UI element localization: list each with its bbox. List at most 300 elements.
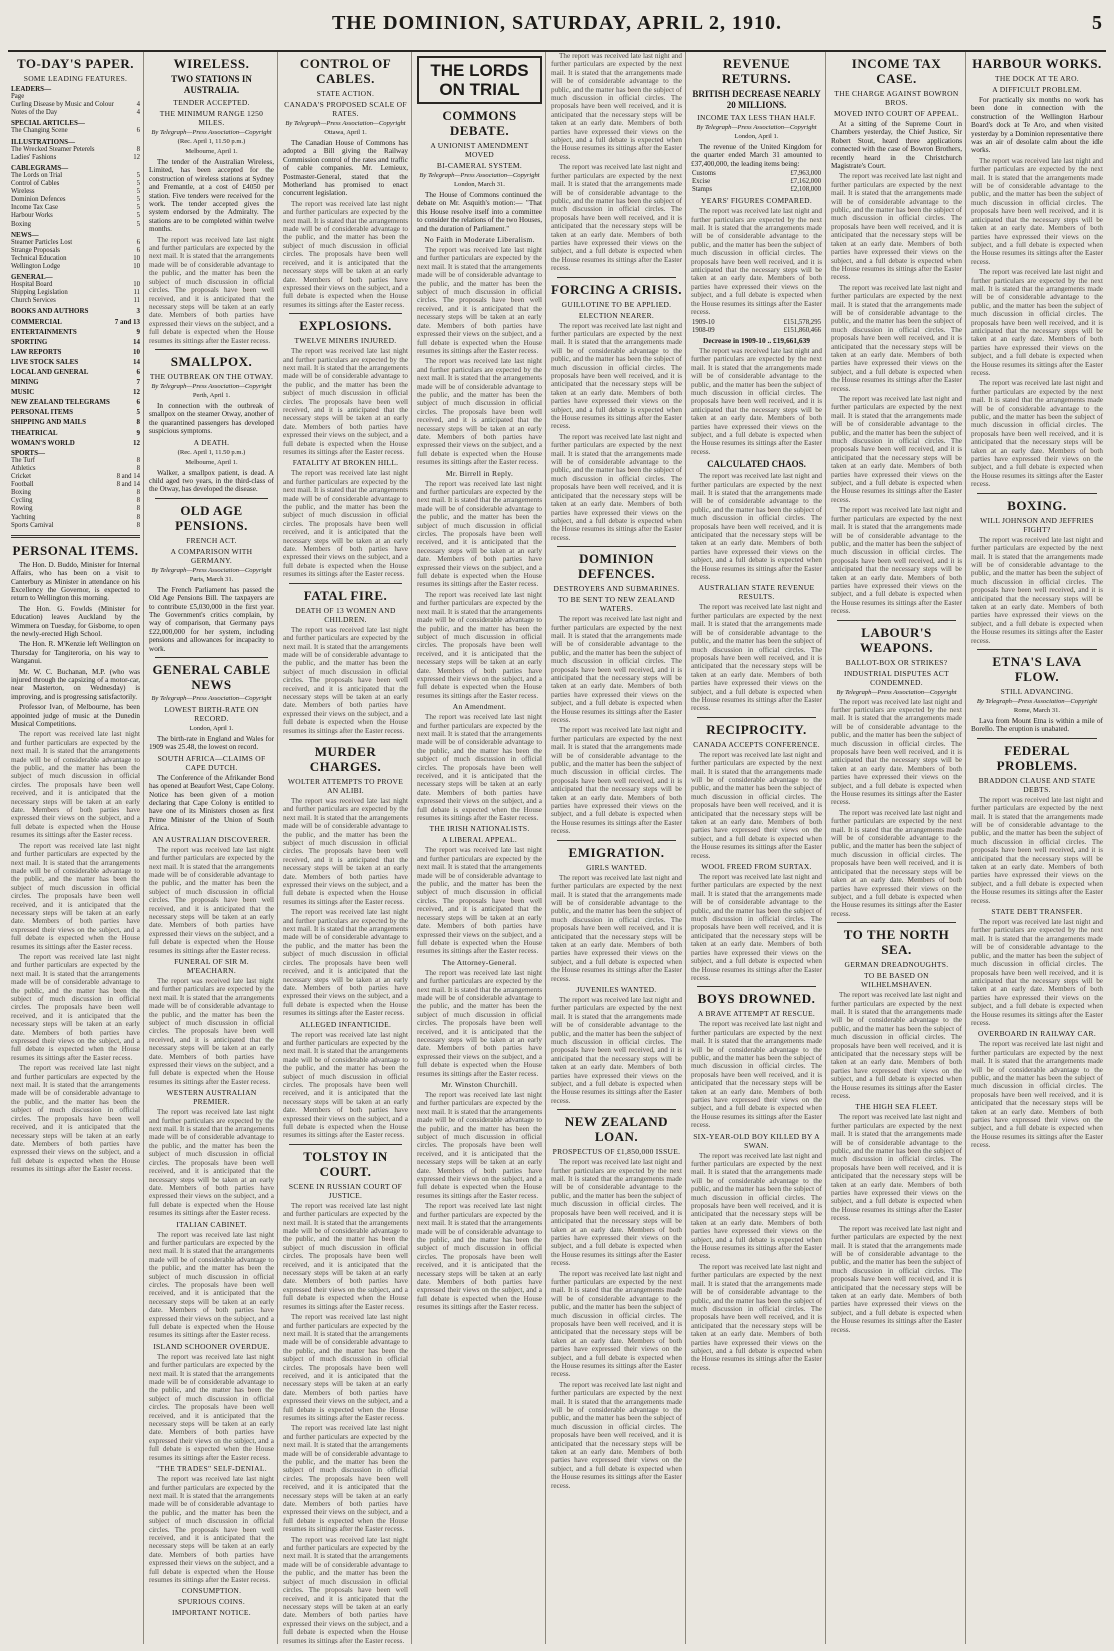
smallpox-body: In connection with the outbreak of smallpox on the steamer Otway, another of the quarantined passengers has developed suspicious symptoms. (149, 401, 274, 436)
income-tax-less-sub: INCOME TAX LESS THAN HALF. (697, 113, 816, 122)
index-entry (11, 196, 140, 204)
figure-value: £7,963,000 (790, 170, 821, 178)
emigration-heading: EMIGRATION. (568, 844, 665, 860)
divider (155, 657, 268, 658)
index-entry-page: 10 (133, 281, 140, 289)
destroyers-sub: DESTROYERS AND SUBMARINES. (553, 584, 680, 594)
figure-row (691, 170, 822, 178)
figure-label: Excise (692, 178, 711, 186)
income-tax-body: At a sitting of the Supreme Court in Chambers yesterday, the Chief Justice, Sir Robert Stout, heard three applications connected with the case of Bowron Brothers, recently heard in the Christchurch Magistrate's Court. (831, 120, 962, 171)
fatal-fire-sub: DEATH OF 13 WOMEN AND CHILDREN. (295, 605, 396, 624)
wool-sub: WOOL FREED FROM SURTAX. (701, 862, 812, 872)
press-byline: By Telegraph—Press Association—Copyright (976, 697, 1098, 705)
body-text: The report was received late last night and further particulars are expected by the next mail. It is stated that the arrangements made will be of considerable advantage to the public, and the matter has been the subject of much discussion in official circles. The proposals have been well received, and it is anticipated that the necessary steps will be taken at an early date. Members of both parties have expressed their views on the subject, and a full debate is expected when the House resumes its sittings after the Easter recess. (691, 472, 822, 582)
personal-item: Professor Ivan, of Melbourne, has been appointed judge of music at the Dunedin Musical Competitions. (11, 703, 140, 728)
body-text: The report was received late last night and further particulars are expected by the next mail. It is stated that the arrangements made will be of considerable advantage to the public, and the matter has been the subject of much discussion in official circles. The proposals have been well received, and it is anticipated that the necessary steps will be taken at an early date. Members of both parties have expressed their views on the subject, and a full debate is expected when the House resumes its sittings after the Easter recess. (831, 506, 962, 616)
place-dateline: Paris, March 31. (189, 575, 234, 583)
index-entry-label: SPECIAL ARTICLES— (11, 119, 85, 128)
body-text: The report was received late last night and further particulars are expected by the next mail. It is stated that the arrangements made will be of considerable advantage to the public, and the matter has been the subject of much discussion in official circles. The proposals have been well received, and it is anticipated that the necessary steps will be taken at an early date. Members of both parties have expressed their views on the subject, and a full debate is expected when the House resumes its sittings after the Easter recess. (283, 908, 408, 1018)
body-text: The report was received late last night and further particulars are expected by the next mail. It is stated that the arrangements made will be of considerable advantage to the public, and the matter has been the subject of much discussion in official circles. The proposals have been well received, and it is anticipated that the necessary steps will be taken at an early date. Members of both parties have expressed their views on the subject, and a full debate is expected when the House resumes its sittings after the Easter recess. (283, 1313, 408, 1422)
forcing-crisis-heading: FORCING A CRISIS. (551, 281, 682, 297)
lords-on-trial-heading: THE LORDS ON TRIAL (417, 56, 542, 104)
harbour-heading: HARBOUR WORKS. (972, 56, 1102, 71)
etna-body: Lava from Mount Etna is within a mile of Borello. The eruption is unabated. (971, 716, 1103, 734)
column-revenue (688, 52, 826, 1644)
index-entry-label: Boxing (11, 220, 32, 228)
body-text: The report was received late last night and further particulars are expected by the next mail. It is stated that the arrangements made will be of considerable advantage to the public, and the matter has been the subject of much discussion in official circles. The proposals have been well received, and it is anticipated that the necessary steps will be taken at an early date. Members of both parties have expressed their views on the subject, and a full debate is expected when the House resumes its sittings after the Easter recess. (551, 1158, 682, 1268)
index-entry (11, 297, 140, 305)
body-text: The report was received late last night and further particulars are expected by the next mail. It is stated that the arrangements made will be of considerable advantage to the public, and the matter has been the subject of much discussion in official circles. The proposals have been well received, and it is anticipated that the necessary steps will be taken at an early date. Members of both parties have expressed their views on the subject, and a full debate is expected when the House resumes its sittings after the Easter recess. (831, 697, 962, 807)
body-text: The report was received late last night and further particulars are expected by the next mail. It is stated that the arrangements made will be of considerable advantage to the public, and the matter has been the subject of much discussion in official circles. The proposals have been well received, and it is anticipated that the necessary steps will be taken at an early date. Members of both parties have expressed their views on the subject, and a full debate is expected when the House resumes its sittings after the Easter recess. (149, 1475, 274, 1584)
infanticide-sub: ALLEGED INFANTICIDE. (299, 1019, 392, 1029)
revenue-sub: BRITISH DECREASE NEARLY 20 MILLIONS. (692, 89, 821, 110)
divider (289, 739, 402, 740)
unionist-amendment-sub: A UNIONIST AMENDMENT MOVED (430, 141, 529, 159)
index-entry-page: 6 (136, 238, 140, 246)
press-byline: By Telegraph—Press Association—Copyright (419, 172, 540, 179)
todays-paper-heading: TO-DAY'S PAPER. (16, 56, 135, 71)
index-entry (11, 93, 140, 101)
body-text: The report was received late last night and further particulars are expected by the next mail. It is stated that the arrangements made will be of considerable advantage to the public, and the matter has been the subject of much discussion in official circles. The proposals have been well received, and it is anticipated that the necessary steps will be taken at an early date. Members of both parties have expressed their views on the subject, and a full debate is expected when the House resumes its sittings after the Easter recess. (551, 995, 682, 1105)
place-dateline: Rome, March 31. (1013, 706, 1061, 714)
index-entry-page: 7 (136, 378, 140, 387)
index-entry-label: BOOKS AND AUTHORS (11, 307, 89, 316)
body-text: The report was received late last night and further particulars are expected by the next mail. It is stated that the arrangements made will be of considerable advantage to the public, and the matter has been the subject of much discussion in official circles. The proposals have been well received, and it is anticipated that the necessary steps will be taken at an early date. Members of both parties have expressed their views on the subject, and a full debate is expected when the House resumes its sittings after the Easter recess. (971, 1040, 1103, 1150)
figure-value: £2,108,000 (790, 186, 821, 194)
index-entry (11, 449, 140, 457)
page-number: 5 (1092, 12, 1102, 34)
index-entry-page: 5 (136, 180, 140, 188)
cable-news-sub-8: "THE TRADES" SELF-DENIAL. (156, 1464, 267, 1474)
index-entry-page (128, 138, 140, 146)
tolstoy-heading: TOLSTOY IN COURT. (303, 1148, 388, 1179)
index-entry-label: LIVE STOCK SALES (11, 357, 79, 366)
cable-news-sub-11: IMPORTANT NOTICE. (172, 1608, 251, 1618)
divider (557, 546, 676, 547)
index-entry (11, 522, 140, 530)
index-entry (11, 180, 140, 188)
index-entry-page: 5 (136, 220, 140, 228)
index-entry-label: LOCAL AND GENERAL (11, 368, 89, 376)
index-entry (11, 481, 140, 489)
index-entry-page: 11 (133, 289, 140, 297)
divider (837, 620, 956, 621)
cable-news-sub-5: WESTERN AUSTRALIAN PREMIER. (166, 1088, 257, 1107)
cable-news-sub-7: ISLAND SCHOONER OVERDUE. (153, 1341, 270, 1351)
index-entry-label: LEADERS— (11, 85, 52, 93)
dreadnoughts-sub: GERMAN DREADNOUGHTS. (844, 960, 949, 970)
index-entry-label: The Wrecked Steamer Peterels (11, 145, 95, 153)
old-age-sub-2: A COMPARISON WITH GERMANY. (170, 546, 253, 565)
murder-heading: MURDER CHARGES. (309, 743, 382, 774)
body-text: The report was received late last night and further particulars are expected by the next mail. It is stated that the arrangements made will be of considerable advantage to the public, and the matter has been the subject of much discussion in official circles. The proposals have been well received, and it is anticipated that the necessary steps will be taken at an early date. Members of both parties have expressed their views on the subject, and a full debate is expected when the House resumes its sittings after the Easter recess. (551, 873, 682, 983)
body-text: The report was received late last night and further particulars are expected by the next mail. It is stated that the arrangements made will be of considerable advantage to the public, and the matter has been the subject of much discussion in official circles. The proposals have been well received, and it is anticipated that the necessary steps will be taken at an early date. Members of both parties have expressed their views on the subject, and a full debate is expected when the House resumes its sittings after the Easter recess. (691, 603, 822, 713)
index-entry-page: 12 (133, 438, 140, 447)
etna-heading: ETNA'S LAVA FLOW. (992, 653, 1082, 684)
body-text: The report was received late last night and further particulars are expected by the next mail. It is stated that the arrangements made will be of considerable advantage to the public, and the matter has been the subject of much discussion in official circles. The proposals have been well received, and it is anticipated that the necessary steps will be taken at an early date. Members of both parties have expressed their views on the subject, and a full debate is expected when the House resumes its sittings after the Easter recess. (283, 625, 408, 735)
cable-news-sub-10: SPURIOUS COINS. (177, 1597, 246, 1607)
personal-items-heading: PERSONAL ITEMS. (12, 542, 139, 558)
index-entry (11, 263, 140, 271)
index-entry-page (128, 231, 140, 239)
index-entry-label: ENTERTAINMENTS (11, 327, 77, 336)
index-entry-label: ILLUSTRATIONS— (11, 137, 76, 146)
index-entry-page: 6 (136, 368, 140, 376)
place-dateline: London, April 1. (189, 725, 234, 733)
wireless-heading: WIRELESS. (173, 56, 250, 71)
body-text: The report was received late last night and further particulars are expected by the next mail. It is stated that the arrangements made will be of considerable advantage to the public, and the matter has been the subject of much discussion in official circles. The proposals have been well received, and it is anticipated that the necessary steps will be taken at an early date. Members of both parties have expressed their views on the subject, and a full debate is expected when the House resumes its sittings after the Easter recess. (971, 156, 1103, 266)
index-entry-label: Wireless (11, 188, 35, 196)
index-entry (11, 408, 140, 416)
index-entry (11, 204, 140, 212)
cable-news-sub-6: ITALIAN CABINET. (176, 1219, 247, 1229)
index-entry-page (128, 119, 140, 127)
juveniles-sub: JUVENILES WANTED. (576, 984, 657, 994)
index-entry-page: 9 (136, 327, 140, 336)
index-entry-page: 8 and 14 (116, 473, 140, 481)
index-entry (11, 255, 140, 263)
body-text: The report was received late last night and further particulars are expected by the next mail. It is stated that the arrangements made will be of considerable advantage to the public, and the matter has been the subject of much discussion in official circles. The proposals have been well received, and it is anticipated that the necessary steps will be taken at an early date. Members of both parties have expressed their views on the subject, and a full debate is expected when the House resumes its sittings after the Easter recess. (551, 52, 682, 161)
birrell-reply-sub: Mr. Birrell in Reply. (445, 468, 514, 478)
cable-news-sub: LOWEST BIRTH-RATE ON RECORD. (164, 705, 259, 724)
smallpox-heading: SMALLPOX. (170, 353, 253, 369)
body-text: The report was received late last night and further particulars are expected by the next mail. It is stated that the arrangements made will be of considerable advantage to the public, and the matter has been the subject of much discussion in official circles. The proposals have been well received, and it is anticipated that the necessary steps will be taken at an early date. Members of both parties have expressed their views on the subject, and a full debate is expected when the House resumes its sittings after the Easter recess. (831, 1113, 962, 1223)
election-sub: ELECTION NEARER. (578, 310, 655, 320)
boys-drowned-heading: BOYS DROWNED. (697, 991, 816, 1007)
lords-body: The House of Commons continued the debate on Mr. Asquith's motion:— "That this House resolve itself into a committee to consider the relations of the two Houses, and the duration of Parliament." (417, 191, 542, 233)
index-entry-page: 8 (136, 418, 140, 427)
place-dateline: Perth, April 1. (192, 391, 231, 399)
index-entry-page: 8 (136, 145, 140, 153)
index-entry (11, 273, 140, 281)
amendment-sub: An Amendment. (452, 702, 507, 712)
body-text: The report was received late last night and further particulars are expected by the next mail. It is stated that the arrangements made will be of considerable advantage to the public, and the matter has been the subject of much discussion in official circles. The proposals have been well received, and it is anticipated that the necessary steps will be taken at an early date. Members of both parties have expressed their views on the subject, and a full debate is expected when the House resumes its sittings after the Easter recess. (283, 469, 408, 579)
wireless-subheading: TWO STATIONS IN AUSTRALIA. (171, 74, 252, 95)
index-entry-page: 5 (136, 188, 140, 196)
figure-row (691, 178, 822, 186)
body-text: The report was received late last night and further particulars are expected by the next mail. It is stated that the arrangements made will be of considerable advantage to the public, and the matter has been the subject of much discussion in official circles. The proposals have been well received, and it is anticipated that the necessary steps will be taken at an early date. Members of both parties have expressed their views on the subject, and a full debate is expected when the House resumes its sittings after the Easter recess. (417, 246, 542, 355)
liberal-appeal-sub: A LIBERAL APPEAL. (441, 835, 518, 845)
place-dateline: London, April 1. (734, 133, 779, 140)
cables-sub: STATE ACTION. (316, 89, 375, 98)
body-text: The report was received late last night and further particulars are expected by the next mail. It is stated that the arrangements made will be of considerable advantage to the public, and the matter has been the subject of much discussion in official circles. The proposals have been well received, and it is anticipated that the necessary steps will be taken at an early date. Members of both parties have expressed their views on the subject, and a full debate is expected when the House resumes its sittings after the Easter recess. (551, 1269, 682, 1379)
index-entry-page: 5 (136, 204, 140, 212)
body-text: The report was received late last night and further particulars are expected by the next mail. It is stated that the arrangements made will be of considerable advantage to the public, and the matter has been the subject of much discussion in official circles. The proposals have been well received, and it is anticipated that the necessary steps will be taken at an early date. Members of both parties have expressed their views on the subject, and a full debate is expected when the House resumes its sittings after the Easter recess. (11, 841, 140, 951)
index-entry (11, 497, 140, 505)
index-entry-label: Harbour Works (11, 212, 53, 220)
railway-sub: OVERBOARD IN RAILWAY CAR. (977, 1029, 1097, 1039)
body-text: The report was received late last night and further particulars are expected by the next mail. It is stated that the arrangements made will be of considerable advantage to the public, and the matter has been the subject of much discussion in official circles. The proposals have been well received, and it is anticipated that the necessary steps will be taken at an early date. Members of both parties have expressed their views on the subject, and a full debate is expected when the House resumes its sittings after the Easter recess. (551, 321, 682, 431)
broken-hill-sub: FATALITY AT BROKEN HILL. (292, 458, 399, 468)
index-entry-label: Curling Disease by Music and Colour (11, 101, 114, 109)
index-entry (11, 429, 140, 437)
smallpox-death: A DEATH. (193, 437, 230, 447)
body-text: The report was received late last night and further particulars are expected by the next mail. It is stated that the arrangements made will be of considerable advantage to the public, and the matter has been the subject of much discussion in official circles. The proposals have been well received, and it is anticipated that the necessary steps will be taken at an early date. Members of both parties have expressed their views on the subject, and a full debate is expected when the House resumes its sittings after the Easter recess. (149, 1352, 274, 1462)
body-text: The report was received late last night and further particulars are expected by the next mail. It is stated that the arrangements made will be of considerable advantage to the public, and the matter has been the subject of much discussion in official circles. The proposals have been well received, and it is anticipated that the necessary steps will be taken at an early date. Members of both parties have expressed their views on the subject, and a full debate is expected when the House resumes its sittings after the Easter recess. (149, 1108, 274, 1218)
bicameral-sub: BI-CAMERAL SYSTEM. (436, 161, 523, 170)
index-entry-page: 6 (136, 127, 140, 135)
high-sea-fleet-sub: THE HIGH SEA FLEET. (855, 1102, 938, 1112)
divider (557, 1109, 676, 1110)
body-text: The report was received late last night and further particulars are expected by the next mail. It is stated that the arrangements made will be of considerable advantage to the public, and the matter has been the subject of much discussion in official circles. The proposals have been well received, and it is anticipated that the necessary steps will be taken at an early date. Members of both parties have expressed their views on the subject, and a full debate is expected when the House resumes its sittings after the Easter recess. (283, 1201, 408, 1311)
index-entry (11, 473, 140, 481)
newspaper-title: THE DOMINION, SATURDAY, APRIL 2, 1910. (331, 12, 783, 34)
index-entry (11, 247, 140, 255)
body-text: The report was received late last night and further particulars are expected by the next mail. It is stated that the arrangements made will be of considerable advantage to the public, and the matter has been the subject of much discussion in official circles. The proposals have been well received, and it is anticipated that the necessary steps will be taken at an early date. Members of both parties have expressed their views on the subject, and a full debate is expected when the House resumes its sittings after the Easter recess. (283, 1535, 408, 1644)
index-entry-page (128, 85, 140, 93)
index-entry (11, 318, 140, 326)
state-debt-sub: STATE DEBT TRANSFER. (991, 907, 1083, 917)
bowron-sub: THE CHARGE AGAINST BOWRON BROS. (834, 89, 959, 107)
index-entry (11, 239, 140, 247)
body-text: The report was received late last night and further particulars are expected by the next mail. It is stated that the arrangements made will be of considerable advantage to the public, and the matter has been the subject of much discussion in official circles. The proposals have been well received, and it is anticipated that the necessary steps will be taken at an early date. Members of both parties have expressed their views on the subject, and a full debate is expected when the House resumes its sittings after the Easter recess. (551, 1380, 682, 1490)
index-entry-page: 8 (136, 505, 140, 513)
body-text: The report was received late last night and further particulars are expected by the next mail. It is stated that the arrangements made will be of considerable advantage to the public, and the matter has been the subject of much discussion in official circles. The proposals have been well received, and it is anticipated that the necessary steps will be taken at an early date. Members of both parties have expressed their views on the subject, and a full debate is expected when the House resumes its sittings after the Easter recess. (417, 479, 542, 589)
federal-heading: FEDERAL PROBLEMS. (996, 742, 1078, 773)
divider (977, 738, 1097, 739)
dateline: (Rec. April 1, 11.50 p.m.) (177, 448, 246, 456)
divider (837, 922, 956, 923)
index-entry (11, 398, 140, 406)
column-crisis (548, 52, 686, 1644)
index-entry (11, 348, 140, 356)
body-text: The report was received late last night and further particulars are expected by the next mail. It is stated that the arrangements made will be of considerable advantage to the public, and the matter has been the subject of much discussion in official circles. The proposals have been well received, and it is anticipated that the necessary steps will be taken at an early date. Members of both parties have expressed their views on the subject, and a full debate is expected when the House resumes its sittings after the Easter recess. (149, 845, 274, 955)
contents-index (11, 85, 140, 530)
personal-items-list (11, 561, 140, 729)
body-text: The report was received late last night and further particulars are expected by the next mail. It is stated that the arrangements made will be of considerable advantage to the public, and the matter has been the subject of much discussion in official circles. The proposals have been well received, and it is anticipated that the necessary steps will be taken at an early date. Members of both parties have expressed their views on the subject, and a full debate is expected when the House resumes its sittings after the Easter recess. (971, 918, 1103, 1027)
index-entry-label: Cricket (11, 473, 32, 481)
body-text: The report was received late last night and further particulars are expected by the next mail. It is stated that the arrangements made will be of considerable advantage to the public, and the matter has been the subject of much discussion in official circles. The proposals have been well received, and it is anticipated that the necessary steps will be taken at an early date. Members of both parties have expressed their views on the subject, and a full debate is expected when the House resumes its sittings after the Easter recess. (971, 535, 1103, 645)
body-text: The report was received late last night and further particulars are expected by the next mail. It is stated that the arrangements made will be of considerable advantage to the public, and the matter has been the subject of much discussion in official circles. The proposals have been well received, and it is anticipated that the necessary steps will be taken at an early date. Members of both parties have expressed their views on the subject, and a full debate is expected when the House resumes its sittings after the Easter recess. (551, 615, 682, 724)
personal-item: The Hon. G. Fowlds (Minister for Education) leaves Auckland by the Wimmera on Tuesday, for Gisborne, to open the newly-erected High School. (11, 604, 140, 638)
body-text: The report was received late last night and further particulars are expected by the next mail. It is stated that the arrangements made will be of considerable advantage to the public, and the matter has been the subject of much discussion in official circles. The proposals have been well received, and it is anticipated that the necessary steps will be taken at an early date. Members of both parties have expressed their views on the subject, and a full debate is expected when the House resumes its sittings after the Easter recess. (691, 207, 822, 317)
decrease-line: Decrease in 1909-10 .. £19,661,639 (702, 335, 810, 345)
personal-item: The Hon. R. M'Kenzie left Wellington on Thursday for Tangiteroria, on his way to Wanganui. (11, 640, 140, 666)
index-entry-page (128, 164, 140, 172)
old-age-heading: OLD AGE PENSIONS. (175, 502, 248, 533)
body-text: The report was received late last night and further particulars are expected by the next mail. It is stated that the arrangements made will be of considerable advantage to the public, and the matter has been the subject of much discussion in official circles. The proposals have been well received, and it is anticipated that the necessary steps will be taken at an early date. Members of both parties have expressed their views on the subject, and a full debate is expected when the House resumes its sittings after the Easter recess. (11, 730, 140, 840)
rescue-sub: A BRAVE ATTEMPT AT RESCUE. (697, 1009, 816, 1019)
index-entry-page: 9 (136, 428, 140, 437)
index-entry-label: Dominion Defences (11, 196, 66, 204)
index-entry-page: 8 (136, 456, 140, 464)
boxing-heading: BOXING. (1007, 497, 1067, 513)
moderate-liberalism-sub: No Faith in Moderate Liberalism. (424, 235, 535, 245)
press-byline: By Telegraph—Press Association—Copyright (151, 129, 272, 136)
body-text: The report was received late last night and further particulars are expected by the next mail. It is stated that the arrangements made will be of considerable advantage to the public, and the matter has been the subject of much discussion in official circles. The proposals have been well received, and it is anticipated that the necessary steps will be taken at an early date. Members of both parties have expressed their views on the subject, and a full debate is expected when the House resumes its sittings after the Easter recess. (149, 976, 274, 1086)
body-text: The report was received late last night and further particulars are expected by the next mail. It is stated that the arrangements made will be of considerable advantage to the public, and the matter has been the subject of much discussion in official circles. The proposals have been well received, and it is anticipated that the necessary steps will be taken at an early date. Members of both parties have expressed their views on the subject, and a full debate is expected when the House resumes its sittings after the Easter recess. (971, 379, 1103, 489)
body-text: The report was received late last night and further particulars are expected by the next mail. It is stated that the arrangements made will be of considerable advantage to the public, and the matter has been the subject of much discussion in official circles. The proposals have been well received, and it is anticipated that the necessary steps will be taken at an early date. Members of both parties have expressed their views on the subject, and a full debate is expected when the House resumes its sittings after the Easter recess. (691, 873, 822, 982)
fatal-fire-heading: FATAL FIRE. (303, 587, 388, 603)
index-entry-label: Notes of the Day (11, 109, 58, 117)
cable-news-body-2: The Conference of the Afrikander Bond has opened at Beaufort West, Cape Colony. Notice has been given of a motion declaring that Cape Colony is entitled to have one of its Ministers chosen as first Prime Minister of the Union of South Africa. (149, 773, 274, 833)
index-entry-label: WOMAN'S WORLD (11, 438, 75, 447)
body-text: The report was received late last night and further particulars are expected by the next mail. It is stated that the arrangements made will be of considerable advantage to the public, and the matter has been the subject of much discussion in official circles. The proposals have been well received, and it is anticipated that the necessary steps will be taken at an early date. Members of both parties have expressed their views on the subject, and a full debate is expected when the House resumes its sittings after the Easter recess. (283, 1030, 408, 1140)
place-dateline: Melbourne, April 1. (185, 148, 238, 155)
index-entry (11, 307, 140, 315)
index-entry-page (128, 273, 140, 281)
body-text: The report was received late last night and further particulars are expected by the next mail. It is stated that the arrangements made will be of considerable advantage to the public, and the matter has been the subject of much discussion in official circles. The proposals have been well received, and it is anticipated that the necessary steps will be taken at an early date. Members of both parties have expressed their views on the subject, and a full debate is expected when the House resumes its sittings after the Easter recess. (831, 395, 962, 504)
index-entry-label: COMMERCIAL (11, 317, 62, 326)
index-entry (11, 505, 140, 513)
johnson-jeffries-sub: WILL JOHNSON AND JEFFRIES FIGHT? (980, 515, 1094, 534)
masthead (8, 6, 1106, 52)
wireless-body: The tender of the Australian Wireless, Limited, has been accepted for the construction of wireless stations at Sydney and Fremantle, at a cost of £4050 per station. Five tenders were received for the work. The tender accepted gives the system endorsed by the Admiralty. The stations are to be completed within twelve months. (149, 158, 274, 234)
index-entry (11, 146, 140, 154)
index-entry-label: Athletics (11, 464, 36, 472)
body-text: The report was received late last night and further particulars are expected by the next mail. It is stated that the arrangements made will be of considerable advantage to the public, and the matter has been the subject of much discussion in official circles. The proposals have been well received, and it is anticipated that the necessary steps will be taken at an early date. Members of both parties have expressed their views on the subject, and a full debate is expected when the House resumes its sittings after the Easter recess. (691, 1020, 822, 1130)
figure-label: 1909-10 (692, 318, 715, 326)
index-entry-page: 10 (133, 254, 140, 262)
index-entry-page (128, 449, 140, 457)
churchill-sub: Mr. Winston Churchill. (441, 1080, 518, 1089)
index-entry-page: 7 and 13 (114, 317, 140, 326)
index-entry (11, 418, 140, 426)
index-entry (11, 85, 140, 93)
index-entry-label: Strange Proposals (11, 246, 60, 254)
index-entry-page: 8 (136, 464, 140, 472)
cable-news-sub-9: CONSUMPTION. (181, 1586, 242, 1596)
cable-news-sub-3: AN AUSTRALIAN DISCOVERER. (152, 834, 271, 844)
index-entry (11, 188, 140, 196)
years-compared-sub: YEARS' FIGURES COMPARED. (700, 196, 812, 206)
harbour-body: For practically six months no work has been done in connection with the construction of the Wellington Harbour Board's dock at Te Aro, and when visited yesterday by a Dominion representative there was an air of desolate calm about the idle works. (971, 96, 1103, 155)
press-byline: By Telegraph—Press Association—Copyright (836, 688, 957, 696)
index-entry-page: 5 (136, 171, 140, 179)
index-entry-label: PERSONAL ITEMS (11, 408, 74, 417)
explosions-heading: EXPLOSIONS. (299, 318, 392, 334)
state-revenue-sub: AUSTRALIAN STATE REVENUE RESULTS. (698, 583, 815, 602)
reciprocity-heading: RECIPROCITY. (706, 721, 807, 737)
index-entry-label: Page (11, 93, 25, 101)
index-entry-label: Control of Cables (11, 180, 60, 188)
body-text: The report was received late last night and further particulars are expected by the next mail. It is stated that the arrangements made will be of considerable advantage to the public, and the matter has been the subject of much discussion in official circles. The proposals have been well received, and it is anticipated that the necessary steps will be taken at an early date. Members of both parties have expressed their views on the subject, and a full debate is expected when the House resumes its sittings after the Easter recess. (417, 968, 542, 1078)
index-entry-page: 10 (133, 347, 140, 356)
irish-nationalists-sub: THE IRISH NATIONALISTS. (429, 824, 530, 834)
index-entry (11, 109, 140, 117)
divider (977, 493, 1097, 494)
cables-heading: CONTROL OF CABLES. (299, 56, 392, 86)
body-text: The report was received late last night and further particulars are expected by the next mail. It is stated that the arrangements made will be of considerable advantage to the public, and the matter has been the subject of much discussion in official circles. The proposals have been well received, and it is anticipated that the necessary steps will be taken at an early date. Members of both parties have expressed their views on the subject, and a full debate is expected when the House resumes its sittings after the Easter recess. (831, 1224, 962, 1334)
index-entry-page: 4 (136, 109, 140, 117)
labour-heading: LABOUR'S WEAPONS. (860, 624, 933, 655)
guillotine-sub: GUILLOTINE TO BE APPLIED. (561, 299, 672, 309)
index-entry (11, 289, 140, 297)
figure-label: 1908-09 (692, 326, 715, 334)
body-text: The report was received late last night and further particulars are expected by the next mail. It is stated that the arrangements made will be of considerable advantage to the public, and the matter has been the subject of much discussion in official circles. The proposals have been well received, and it is anticipated that the necessary steps will be taken at an early date. Members of both parties have expressed their views on the subject, and a full debate is expected when the House resumes its sittings after the Easter recess. (831, 283, 962, 393)
body-text: The report was received late last night and further particulars are expected by the next mail. It is stated that the arrangements made will be of considerable advantage to the public, and the matter has been the subject of much discussion in official circles. The proposals have been well received, and it is anticipated that the necessary steps will be taken at an early date. Members of both parties have expressed their views on the subject, and a full debate is expected when the House resumes its sittings after the Easter recess. (283, 199, 408, 309)
divider (155, 498, 268, 499)
personal-item: The Hon. D. Buddo, Minister for Internal Affairs, who has been on a visit to Canterbury as Minister in attendance on his Excellency the Governor, is expected to return to Wellington this morning. (11, 560, 140, 603)
commons-debate-heading: COMMONS DEBATE. (442, 108, 517, 138)
index-entry-label: NEW ZEALAND TELEGRAMS (11, 398, 110, 407)
figure-value: £151,860,466 (783, 326, 821, 334)
divider (155, 349, 268, 350)
figure-label: Customs (692, 170, 716, 178)
cables-body: The Canadian House of Commons has adopted a Bill giving the Railway Commission control of the rates and traffic of cable companies. Mr. Lemieux, Postmaster-General, stated that the Motherland has promised to enact concurrent legislation. (283, 139, 408, 198)
index-entry-label: MINING (11, 378, 39, 387)
index-entry-label: Football (11, 481, 34, 489)
body-text: The report was received late last night and further particulars are expected by the next mail. It is stated that the arrangements made will be of considerable advantage to the public, and the matter has been the subject of much discussion in official circles. The proposals have been well received, and it is anticipated that the necessary steps will be taken at an early date. Members of both parties have expressed their views on the subject, and a full debate is expected when the House resumes its sittings after the Easter recess. (831, 808, 962, 918)
index-entry (11, 101, 140, 109)
index-entry (11, 164, 140, 172)
prospectus-sub: PROSPECTUS OF £1,850,000 ISSUE. (552, 1147, 681, 1157)
index-entry-label: The Lords on Trial (11, 171, 63, 179)
index-entry (11, 465, 140, 473)
tolstoy-sub: SCENE IN RUSSIAN COURT OF JUSTICE. (288, 1181, 403, 1200)
index-entry-page: 14 (133, 337, 140, 346)
index-entry (11, 338, 140, 346)
index-entry-page (128, 93, 140, 101)
index-entry (11, 358, 140, 366)
figure-label: Stamps (692, 186, 713, 194)
body-text: The report was received late last night and further particulars are expected by the next mail. It is stated that the arrangements made will be of considerable advantage to the public, and the matter has been the subject of much discussion in official circles. The proposals have been well received, and it is anticipated that the necessary steps will be taken at an early date. Members of both parties have expressed their views on the subject, and a full debate is expected when the House resumes its sittings after the Easter recess. (283, 347, 408, 456)
index-entry (11, 212, 140, 220)
income-tax-heading: INCOME TAX CASE. (851, 56, 942, 86)
divider (697, 986, 816, 987)
body-text: The report was received late last night and further particulars are expected by the next mail. It is stated that the arrangements made will be of considerable advantage to the public, and the matter has been the subject of much discussion in official circles. The proposals have been well received, and it is anticipated that the necessary steps will be taken at an early date. Members of both parties have expressed their views on the subject, and a full debate is expected when the House resumes its sittings after the Easter recess. (283, 796, 408, 906)
index-entry-label: THEATRICAL (11, 428, 58, 437)
cable-news-heading: GENERAL CABLE NEWS (152, 662, 271, 693)
dateline: (Rec. April 1, 11.50 p.m.) (177, 138, 246, 145)
body-text: The report was received late last night and further particulars are expected by the next mail. It is stated that the arrangements made will be of considerable advantage to the public, and the matter has been the subject of much discussion in official circles. The proposals have been well received, and it is anticipated that the necessary steps will be taken at an early date. Members of both parties have expressed their views on the subject, and a full debate is expected when the House resumes its sittings after the Easter recess. (417, 846, 542, 956)
index-entry-page: 8 (136, 513, 140, 521)
revenue-body: The revenue of the United Kingdom for the quarter ended March 31 amounted to £37,400,000, the leading items being: (691, 143, 822, 168)
cable-news-sub-4: FUNERAL OF SIR M. M'EACHARN. (174, 956, 249, 975)
index-entry-page: 5 (136, 212, 140, 220)
column-harbour (968, 52, 1106, 1644)
wireless-range: THE MINIMUM RANGE 1250 MILES. (159, 109, 264, 127)
index-entry-label: Ladies' Fashions (11, 153, 57, 161)
index-entry-page: 5 (136, 408, 140, 417)
murder-sub: WOLTER ATTEMPTS TO PROVE AN ALIBI. (287, 776, 404, 795)
index-entry (11, 378, 140, 386)
cable-news-body: The birth-rate in England and Wales for 1909 was 25.48, the lowest on record. (149, 735, 274, 752)
figure-value: £7,162,000 (790, 178, 821, 186)
index-entry (11, 457, 140, 465)
index-entry-page: 12 (133, 153, 140, 161)
years-table (691, 319, 822, 335)
column-todays-paper (8, 52, 144, 1644)
index-entry-label: SHIPPING AND MAILS (11, 418, 87, 427)
index-entry-label: GENERAL— (11, 273, 53, 282)
index-entry-label: SPORTING (11, 337, 48, 346)
index-entry (11, 127, 140, 135)
index-entry-page: 8 and 14 (116, 481, 140, 489)
index-entry-label: Technical Education (11, 254, 67, 262)
difficult-problem-sub: A DIFFICULT PROBLEM. (992, 85, 1082, 94)
divider (11, 535, 140, 538)
newspaper-columns (8, 52, 1106, 1644)
index-entry (11, 328, 140, 336)
press-byline: By Telegraph—Press Association—Copyright (696, 124, 817, 131)
index-entry-page: 8 (136, 497, 140, 505)
divider (697, 717, 816, 718)
figure-row (691, 327, 822, 335)
wilhelmshaven-sub: TO BE BASED ON WILHELMSHAVEN. (861, 971, 932, 990)
body-text: The report was received late last night and further particulars are expected by the next mail. It is stated that the arrangements made will be of considerable advantage to the public, and the matter has been the subject of much discussion in official circles. The proposals have been well received, and it is anticipated that the necessary steps will be taken at an early date. Members of both parties have expressed their views on the subject, and a full debate is expected when the House resumes its sittings after the Easter recess. (831, 991, 962, 1100)
body-text: The report was received late last night and further particulars are expected by the next mail. It is stated that the arrangements made will be of considerable advantage to the public, and the matter has been the subject of much discussion in official circles. The proposals have been well received, and it is anticipated that the necessary steps will be taken at an early date. Members of both parties have expressed their views on the subject, and a full debate is expected when the House resumes its sittings after the Easter recess. (417, 1091, 542, 1200)
body-text: The report was received late last night and further particulars are expected by the next mail. It is stated that the arrangements made will be of considerable advantage to the public, and the matter has been the subject of much discussion in official circles. The proposals have been well received, and it is anticipated that the necessary steps will be taken at an early date. Members of both parties have expressed their views on the subject, and a full debate is expected when the House resumes its sittings after the Easter recess. (11, 1064, 140, 1174)
index-entry-label: Yachting (11, 513, 36, 521)
canada-sub: CANADA ACCEPTS CONFERENCE. (693, 739, 820, 749)
index-entry-page: 5 (136, 196, 140, 204)
defences-heading: DOMINION DEFENCES. (577, 551, 656, 582)
index-entry-label: CABLEGRAMS— (11, 163, 69, 172)
index-entry (11, 138, 140, 146)
index-entry-page: 8 (136, 521, 140, 529)
personal-item: Mr. W. C. Buchanan, M.P. (who was injured through the capsizing of a motor-car, near Masterton, on Wednesday) is improving, and is progressing satisfactorily. (11, 667, 140, 701)
